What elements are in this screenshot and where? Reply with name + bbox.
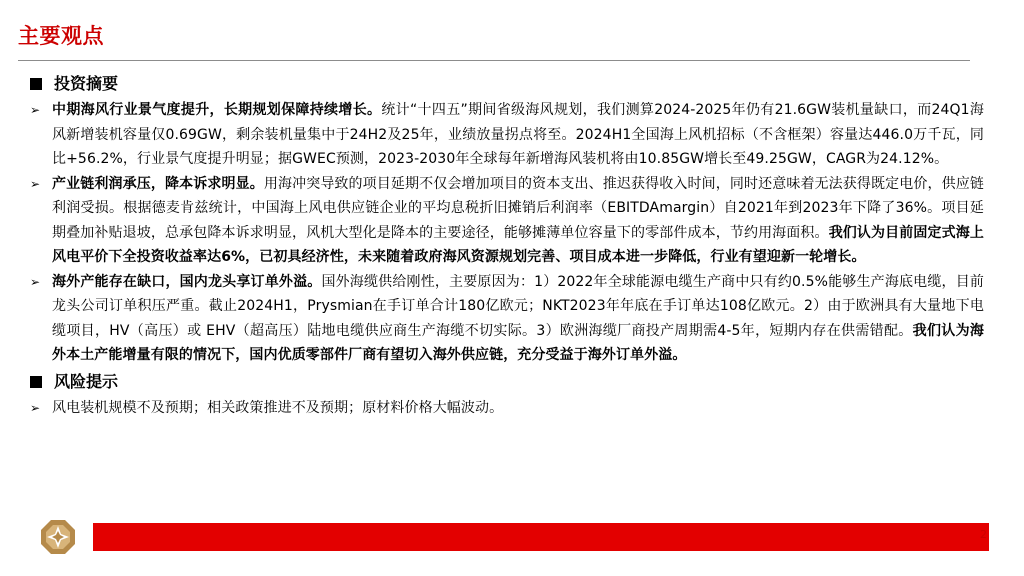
arrow-bullet-icon: ➢ (30, 400, 41, 415)
footer-bar (93, 523, 989, 551)
item-paragraph (52, 172, 984, 270)
section-heading-label: 投资摘要 (54, 74, 119, 93)
item-text: 风电装机规模不及预期；相关政策推进不及预期；原材料价格大幅波动。 (52, 399, 504, 416)
list-item (26, 172, 984, 270)
item-lead: 中期海风行业景气度提升，长期规划保障持续增长。 (52, 102, 382, 118)
item-lead: 海外产能存在缺口，国内龙头享订单外溢。 (52, 273, 322, 290)
item-conclusion: 我们认为海外本土产能增量有限的情况下，国内优质零部件厂商有望切入海外供应链，充分受益于海外订单外溢。 (52, 322, 985, 363)
title-divider (18, 60, 970, 61)
list-item (26, 396, 984, 421)
page-number: 2 (980, 528, 987, 541)
page-title: 主要观点 (18, 24, 104, 48)
item-paragraph (52, 270, 984, 368)
item-paragraph (52, 98, 984, 172)
main-content (26, 70, 984, 420)
square-bullet-icon (30, 78, 42, 90)
list-item (26, 98, 984, 172)
item-text: 国外海缆供给刚性，主要原因为：1）2022年全球能源电缆生产商中只有约0.5%能够生产海底电缆，目前龙头公司订单积压严重。截止2024H1，Prysmian在手订单合计180亿欧元；NKT2023年年底在手订单达108亿欧元。2）由于欧洲具有大量地下电缆项目，HV（高压）或 EHV（超高压）陆地电缆供应商生产海缆不切实际。3）欧洲海缆厂商投产周期需4-5年，短期内存在供需错配。 (52, 273, 984, 339)
item-text: 用海冲突导致的项目延期不仅会增加项目的资本支出、推迟获得收入时间，同时还意味着无法获得既定电价，供应链利润受损。根据德麦肯兹统计，中国海上风电供应链企业的平均息税折旧摊销后利润率（EBITDAmargin）自2021年到2023年下降了36%。项目延期叠加补贴退坡，总承包降本诉求明显，风机大型化是降本的主要途径，能够摊薄单位容量下的零部件成本，节约用海面积。 (52, 175, 984, 241)
section-heading-investment (26, 70, 984, 98)
arrow-bullet-icon: ➢ (30, 274, 41, 289)
square-bullet-icon (30, 376, 42, 388)
company-logo-icon (40, 519, 76, 555)
item-conclusion: 我们认为目前固定式海上风电平价下全投资收益率达6%，已初具经济性，未来随着政府海风资源规划完善、项目成本进一步降低，行业有望迎新一轮增长。 (52, 224, 985, 265)
arrow-bullet-icon: ➢ (30, 176, 41, 191)
item-text: 统计“十四五”期间省级海风规划，我们测算2024-2025年仍有21.6GW装机量缺口，而24Q1海风新增装机容量仅0.69GW，剩余装机量集中于24H2及25年，业绩放量拐点将至。2024H1全国海上风机招标（不含框架）容量达446.0万千瓦，同比+56.2%，行业景气度提升明显；据GWEC预测，2023-2030年全球每年新增海风装机将由10.85GW增长至49.25GW，CAGR为24.12%。 (52, 102, 984, 167)
section-heading-label: 风险提示 (54, 371, 119, 391)
item-paragraph (52, 396, 984, 421)
item-lead: 产业链利润承压，降本诉求明显。 (52, 175, 264, 192)
section-heading-risk (26, 368, 984, 396)
arrow-bullet-icon: ➢ (30, 103, 41, 117)
list-item (26, 270, 984, 368)
